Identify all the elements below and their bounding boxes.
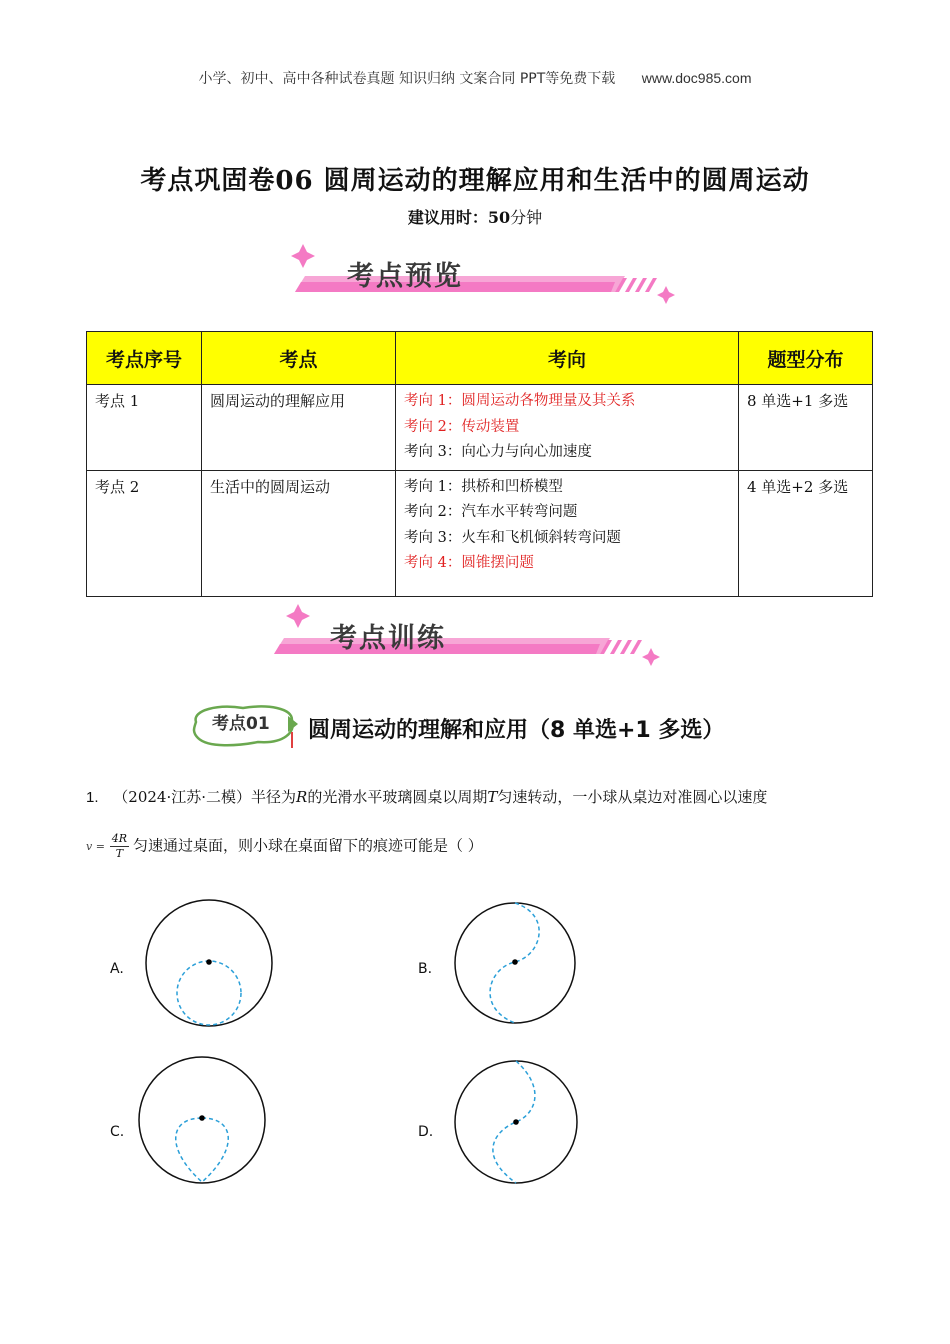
formula-num: 4R xyxy=(111,832,127,845)
question-text: 的光滑水平玻璃圆桌以周期 xyxy=(307,788,488,806)
formula-lhs: v = xyxy=(86,840,105,853)
var-t: T xyxy=(487,788,498,806)
suggested-time-unit: 分钟 xyxy=(510,208,543,227)
direction-item: 考向 4：圆锥摆问题 xyxy=(404,555,534,571)
banner-stripe-icon xyxy=(285,240,685,310)
cell-id: 考点 1 xyxy=(87,385,202,471)
question-text: 匀速通过桌面，则小球在桌面留下的痕迹可能是（ ） xyxy=(133,836,483,855)
cell-distribution: 4 单选+2 多选 xyxy=(739,470,873,596)
var-r: R xyxy=(296,788,308,806)
direction-item: 考向 2：传动装置 xyxy=(404,418,520,435)
cell-id: 考点 2 xyxy=(87,470,202,596)
option-c-label[interactable]: C. xyxy=(110,1124,125,1140)
direction-item: 考向 3：向心力与向心加速度 xyxy=(404,444,592,460)
cell-directions xyxy=(396,470,739,596)
cell-directions xyxy=(396,385,739,471)
direction-item: 考向 1：圆周运动各物理量及其关系 xyxy=(404,393,636,409)
suggested-time-value: 50 xyxy=(487,208,511,227)
page-title: 考点巩固卷06 圆周运动的理解应用和生活中的圆周运动 xyxy=(140,166,810,196)
suggested-time-label: 建议用时： xyxy=(407,208,488,227)
th-topic: 考点 xyxy=(202,332,396,385)
badge-text: 考点01 xyxy=(212,714,270,734)
table-row xyxy=(87,385,873,471)
option-c-figure[interactable] xyxy=(136,1054,268,1186)
question-source: （2024·江苏·二模） xyxy=(113,788,252,806)
page-header xyxy=(0,68,950,88)
cell-distribution: 8 单选+1 多选 xyxy=(739,385,873,471)
cell-topic: 圆周运动的理解应用 xyxy=(202,385,396,471)
direction-item: 考向 1：拱桥和凹桥模型 xyxy=(404,478,563,495)
header-url[interactable]: www.doc985.com xyxy=(641,70,752,86)
formula-den: T xyxy=(115,847,124,860)
banner-training xyxy=(270,600,670,670)
header-text: 小学、初中、高中各种试卷真题 知识归纳 文案合同 PPT等免费下载 xyxy=(198,71,616,87)
suggested-time xyxy=(0,205,950,228)
question-1-line2 xyxy=(86,832,483,861)
direction-item: 考向 2：汽车水平转弯问题 xyxy=(404,504,578,520)
question-text: 半径为 xyxy=(251,788,297,806)
question-1-line1 xyxy=(86,786,767,807)
question-number: 1. xyxy=(86,789,99,806)
cell-topic: 生活中的圆周运动 xyxy=(202,470,396,596)
section-badge xyxy=(188,702,300,746)
question-text: 匀速转动，一小球从桌边对准圆心以速度 xyxy=(497,788,768,806)
topics-table xyxy=(86,331,873,597)
banner-preview-text: 考点预览 xyxy=(347,261,463,292)
th-distribution: 题型分布 xyxy=(739,332,873,385)
banner-training-text: 考点训练 xyxy=(330,623,446,654)
option-d-figure[interactable] xyxy=(452,1058,580,1186)
section-title: 圆周运动的理解和应用（8 单选+1 多选） xyxy=(308,718,725,743)
th-id: 考点序号 xyxy=(87,332,202,385)
table-row xyxy=(87,470,873,596)
option-a-figure[interactable] xyxy=(142,896,276,1030)
option-b-label[interactable]: B. xyxy=(418,961,433,977)
direction-item: 考向 3：火车和飞机倾斜转弯问题 xyxy=(404,529,621,546)
formula-fraction xyxy=(110,832,129,861)
th-direction: 考向 xyxy=(396,332,739,385)
option-d-label[interactable]: D. xyxy=(418,1124,434,1140)
option-b-figure[interactable] xyxy=(452,900,578,1026)
option-a-label[interactable]: A. xyxy=(110,961,124,977)
banner-preview xyxy=(285,240,685,310)
